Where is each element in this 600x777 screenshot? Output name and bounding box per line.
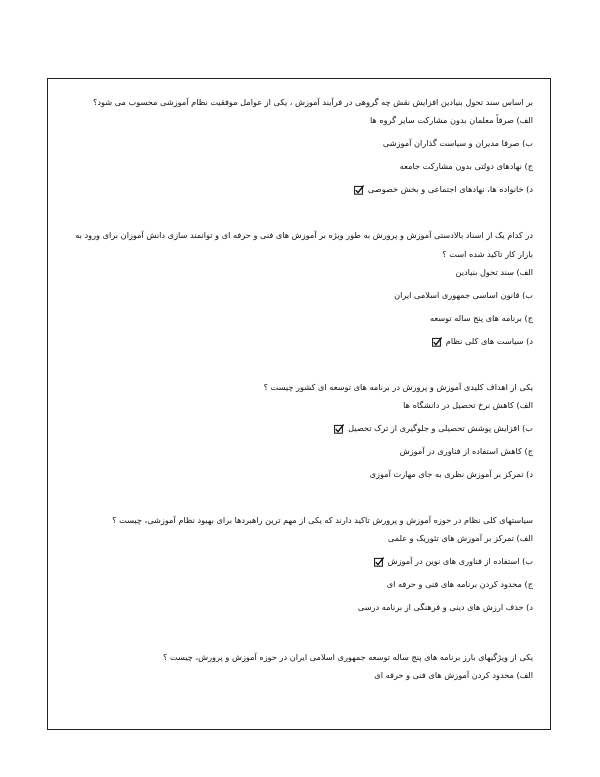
answer-option[interactable]: [69, 137, 533, 150]
answer-option[interactable]: [69, 266, 533, 279]
option-label: د) حذف ارزش های دینی و فرهنگی از برنامه درسی: [357, 602, 533, 612]
answer-option[interactable]: [69, 160, 533, 173]
question-text: در کدام یک از اسناد بالادستی آموزش و پرورش به طور ویژه بر آموزش های فنی و حرفه ای و توانمند سازی دانش آموزان برای ورود به بازار کار تاکید شده است ؟: [75, 230, 533, 259]
options-list: [69, 399, 533, 481]
option-label: الف) کاهش نرخ تحصیل در دانشگاه ها: [403, 400, 533, 410]
answer-option[interactable]: [69, 468, 533, 481]
answer-option[interactable]: [69, 399, 533, 412]
checked-box-icon: [432, 337, 442, 347]
option-label: ب) استفاده از فناوری های نوین در آموزش: [387, 556, 533, 566]
question-list: [69, 93, 533, 682]
question-gap: [69, 614, 533, 648]
option-label: د) خانواده ها، نهادهای اجتماعی و بخش خصوصی: [367, 184, 533, 194]
answer-option[interactable]: [69, 312, 533, 325]
question-gap: [69, 481, 533, 511]
option-label: ب) صرفا مدیران و سیاست گذاران آموزشی: [382, 138, 533, 148]
option-label: ج) کاهش استفاده از فناوری در آموزش: [399, 446, 533, 456]
question-2: [69, 226, 533, 348]
question-gap: [69, 348, 533, 378]
answer-option[interactable]: [69, 183, 533, 196]
question-1: [69, 93, 533, 196]
option-label: ج) محدود کردن برنامه های فنی و حرفه ای: [386, 579, 533, 589]
options-list: [69, 669, 533, 682]
answer-option[interactable]: [69, 445, 533, 458]
option-label: ج) برنامه های پنج ساله توسعه: [429, 313, 533, 323]
answer-option[interactable]: [69, 114, 533, 127]
answer-option[interactable]: [69, 669, 533, 682]
option-label: الف) سند تحول بنیادین: [455, 267, 533, 277]
question-5: [69, 648, 533, 682]
answer-option[interactable]: [69, 578, 533, 591]
option-label: الف) صرفاً معلمان بدون مشارکت سایر گروه ها: [369, 115, 533, 125]
question-4: [69, 511, 533, 614]
option-label: الف) محدود کردن آموزش های فنی و حرفه ای: [374, 670, 533, 680]
option-label: ج) نهادهای دولتی بدون مشارکت جامعه: [399, 161, 533, 171]
question-gap: [69, 196, 533, 226]
answer-option[interactable]: [69, 422, 533, 435]
option-label: الف) تمرکز بر آموزش های تئوریک و علمی: [387, 533, 533, 543]
answer-option[interactable]: [69, 532, 533, 545]
option-label: ب) قانون اساسی جمهوری اسلامی ایران: [394, 290, 533, 300]
options-list: [69, 532, 533, 614]
option-label: د) سیاست های کلی نظام: [445, 336, 533, 346]
question-text: بر اساس سند تحول بنیادین افزایش نقش چه گروهی در فرآیند آموزش ، یکی از عوامل موفقیت نظام آموزشی محسوب می شود؟: [93, 97, 533, 107]
answer-option[interactable]: [69, 335, 533, 348]
checked-box-icon: [374, 557, 384, 567]
question-3: [69, 378, 533, 481]
option-label: د) تمرکز بر آموزش نظری به جای مهارت آموزی: [369, 469, 533, 479]
option-label: ب) افزایش پوشش تحصیلی و جلوگیری از ترک تحصیل: [348, 423, 533, 433]
question-text: سیاستهای کلی نظام در حوزه آموزش و پرورش تاکید دارند که یکی از مهم ترین راهبردها برای بهبود نظام آموزشی، چیست ؟: [112, 515, 533, 525]
question-text: یکی از ویژگیهای بارز برنامه های پنج ساله توسعه جمهوری اسلامی ایران در حوزه آموزش و پرورش، چیست ؟: [163, 652, 533, 662]
question-text: یکی از اهداف کلیدی آموزش و پرورش در برنامه های توسعه ای کشور چیست ؟: [263, 382, 533, 392]
options-list: [69, 266, 533, 348]
answer-option[interactable]: [69, 555, 533, 568]
answer-option[interactable]: [69, 289, 533, 302]
answer-option[interactable]: [69, 601, 533, 614]
checked-box-icon: [354, 185, 364, 195]
checked-box-icon: [334, 424, 344, 434]
options-list: [69, 114, 533, 196]
